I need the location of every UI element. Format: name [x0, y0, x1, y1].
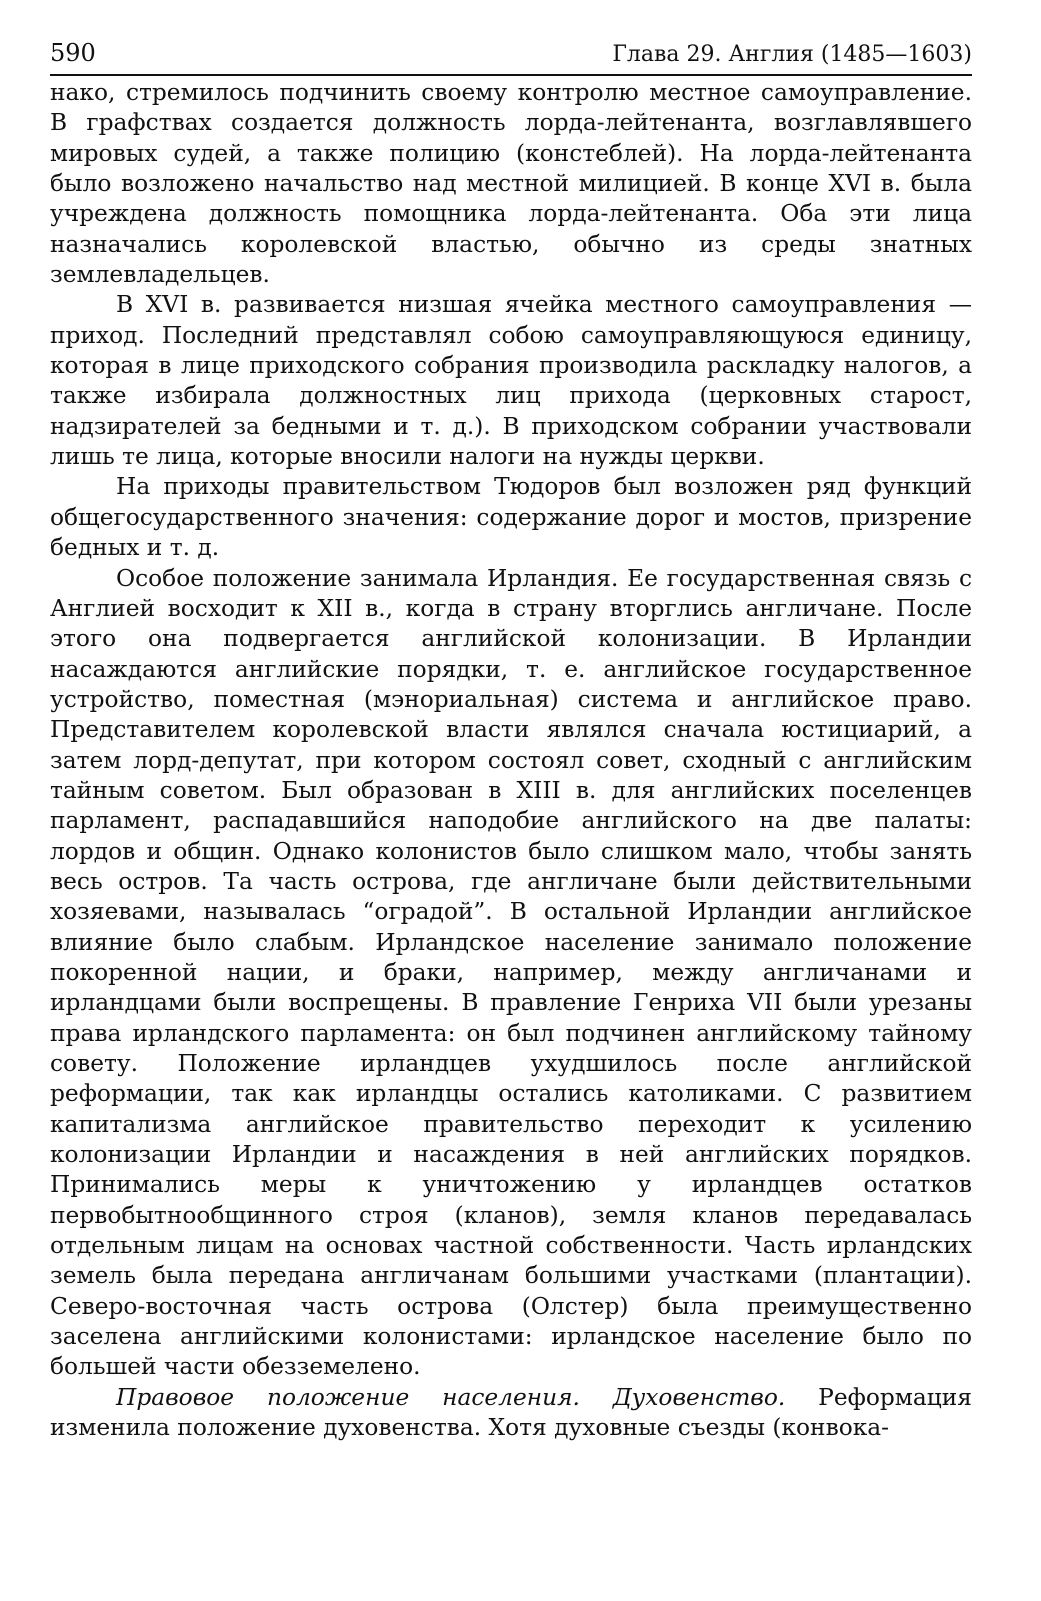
paragraph-clergy [50, 1383, 972, 1444]
section-heading-italic: Правовое положение населения. Духовенство. [116, 1383, 786, 1411]
paragraph-ireland: Особое положение занимала Ирландия. Ее государственная связь с Англией восходит к XII в., когда в страну вторглись англичане. После этого она подвергается английской колонизации. В Ирландии насаждаются английские порядки, т. е. английское государственное устройство, поместная (мэнориальная) система и английское право. Представителем королевской власти являлся сначала юстициарий, а затем лорд-депутат, при котором состоял совет, сходный с английским тайным советом. Был образован в XIII в. для английских поселенцев парламент, распадавшийся наподобие английского на две палаты: лордов и общин. Однако колонистов было слишком мало, чтобы занять весь остров. Та часть острова, где англичане были действительными хозяевами, называлась “оградой”. В остальной Ирландии английское влияние было слабым. Ирландское население занимало положение покоренной нации, и браки, например, между англичанами и ирландцами были воспрещены. В правление Генриха VII были урезаны права ирландского парламента: он был подчинен английскому тайному совету. Положение ирландцев ухудшилось после английской реформации, так как ирландцы остались католиками. С развитием капитализма английское правительство переходит к усилению колонизации Ирландии и насаждения в ней английских порядков. Принимались меры к уничтожению у ирландцев остатков первобытнообщинного строя (кланов), земля кланов передавалась отдельным лицам на основах частной собственности. Часть ирландских земель была передана англичанам большими участками (плантации). Северо-восточная часть острова (Олстер) была преимущественно заселена английскими колонистами: ирландское население было по большей части обезземелено. [50, 564, 972, 1381]
paragraph-parish: В XVI в. развивается низшая ячейка местного самоуправления — приход. Последний представлял собою самоуправляющуюся единицу, которая в лице приходского собрания производила раскладку налогов, а также избирала должностных лиц прихода (церковных старост, надзирателей за бедными и т. д.). В приходском собрании участвовали лишь те лица, которые вносили налоги на нужды церкви. [50, 291, 972, 471]
body-text [50, 78, 972, 1443]
chapter-title: Глава 29. Англия (1485—1603) [612, 42, 972, 67]
paragraph-clergy-text: Реформация изменила положение духовенства. Хотя духовные съезды (конвока- [50, 1383, 972, 1442]
page-number: 590 [50, 39, 96, 67]
paragraph-local-government: нако, стремилось подчинить своему контролю местное самоуправление. В графствах создается должность лорда-лейтенанта, возглавлявшего мировых судей, а также полицию (констеблей). На лорда-лейтенанта было возложено начальство над местной милицией. В конце XVI в. была учреждена должность помощника лорда-лейтенанта. Оба эти лица назначались королевской властью, обычно из среды знатных землевладельцев. [50, 79, 972, 289]
book-page [50, 36, 972, 1443]
paragraph-parish-functions: На приходы правительством Тюдоров был возложен ряд функций общегосударственного значения: содержание дорог и мостов, призрение бедных и т. д. [50, 473, 972, 562]
running-head [50, 36, 972, 76]
